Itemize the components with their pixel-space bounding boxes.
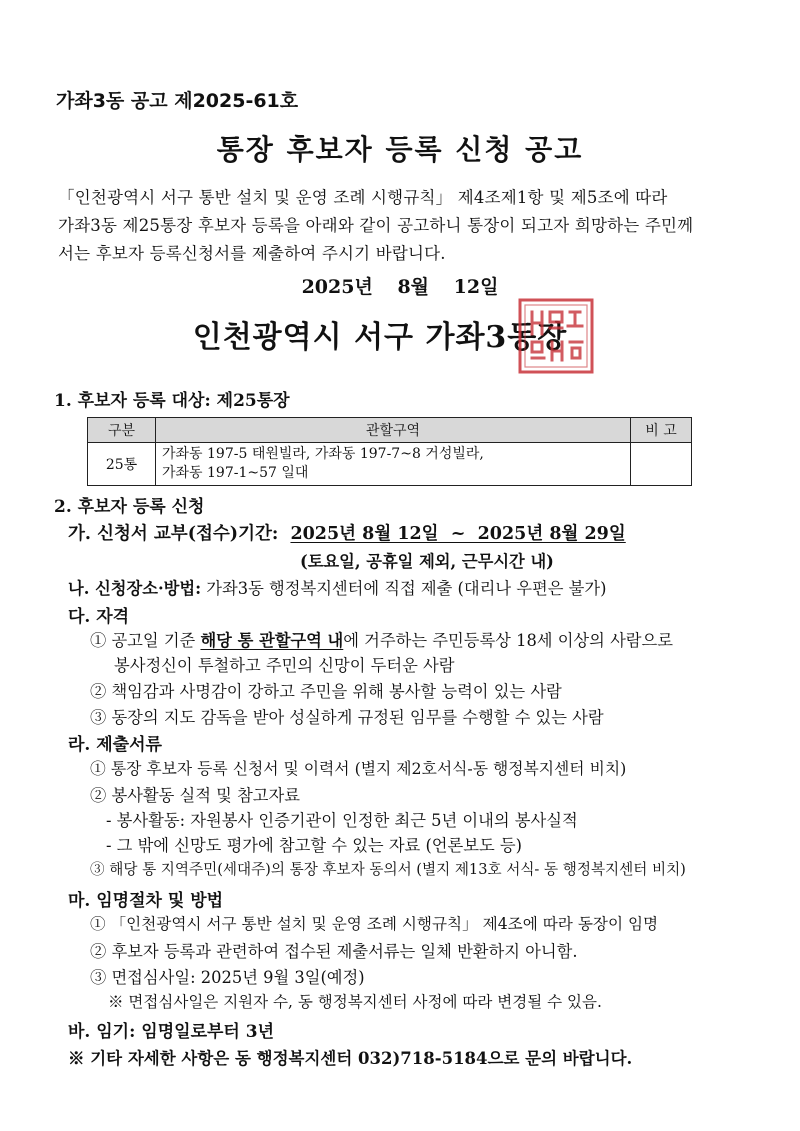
col-header-division: 구분 <box>88 418 156 443</box>
official-seal-icon <box>516 296 596 376</box>
row-area <box>156 443 631 486</box>
appointment-item-1: ① 「인천광역시 서구 통반 설치 및 운영 조례 시행규칙」 제4조에 따라 동장이 임명 <box>90 915 659 933</box>
notice-number: 가좌3동 공고 제2025-61호 <box>56 90 299 112</box>
qualification-item-1-cont: 봉사정신이 투철하고 주민의 신망이 두터운 사람 <box>114 656 455 675</box>
qualification-heading: 다. 자격 <box>68 607 130 627</box>
qualification-item-1 <box>90 627 673 651</box>
appointment-item-2: ② 후보자 등록과 관련하여 접수된 제출서류는 일체 반환하지 아니함. <box>90 942 578 961</box>
section-2-heading: 2. 후보자 등록 신청 <box>54 497 205 517</box>
date-day: 12일 <box>453 276 499 298</box>
documents-sub-2: - 그 밖에 신망도 평가에 참고할 수 있는 자료 (언론보도 등) <box>106 836 522 855</box>
intro-line-1: 「인천광역시 서구 통반 설치 및 운영 조례 시행규칙」 제4조제1항 및 제5조에 따라 <box>58 188 668 207</box>
qualification-item-1-post: 에 거주하는 주민등록상 18세 이상의 사람으로 <box>343 631 673 650</box>
date-month: 8월 <box>397 276 430 298</box>
apply-place-line <box>68 575 606 599</box>
col-header-note: 비 고 <box>631 418 692 443</box>
notice-date <box>0 272 800 299</box>
appointment-note: ※ 면접심사일은 지원자 수, 동 행정복지센터 사정에 따라 변경될 수 있음. <box>108 993 602 1011</box>
appointment-item-3: ③ 면접심사일: 2025년 9월 3일(예정) <box>90 968 365 987</box>
apply-place-text: 가좌3동 행정복지센터에 직접 제출 (대리나 우편은 불가) <box>206 579 607 598</box>
qualification-item-3: ③ 동장의 지도 감독을 받아 성실하게 규정된 임무를 수행할 수 있는 사람 <box>90 708 604 727</box>
apply-period-line <box>68 520 626 545</box>
contact-footer: ※ 기타 자세한 사항은 동 행정복지센터 032)718-5184으로 문의 바랍니다. <box>68 1049 633 1068</box>
documents-item-2: ② 봉사활동 실적 및 참고자료 <box>90 786 300 805</box>
row-area-line-2: 가좌동 197-1~57 일대 <box>162 465 309 481</box>
row-area-line-1: 가좌동 197-5 태원빌라, 가좌동 197-7~8 거성빌라, <box>162 446 484 462</box>
term-line: 바. 임기: 임명일로부터 3년 <box>68 1022 274 1042</box>
documents-item-3: ③ 해당 통 지역주민(세대주)의 통장 후보자 동의서 (별지 제13호 서식- 동 행정복지센터 비치) <box>90 861 686 878</box>
intro-line-3: 서는 후보자 등록신청서를 제출하여 주시기 바랍니다. <box>58 244 446 263</box>
qualification-item-1-pre: ① 공고일 기준 <box>90 631 201 650</box>
appointment-heading: 마. 임명절차 및 방법 <box>68 891 224 911</box>
qualification-item-1-emphasis: 해당 통 관할구역 내 <box>200 631 344 650</box>
date-year: 2025년 <box>301 276 373 298</box>
apply-period-label: 가. 신청서 교부(접수)기간: <box>68 524 279 544</box>
documents-heading: 라. 제출서류 <box>68 735 162 755</box>
documents-sub-1: - 봉사활동: 자원봉사 인증기관이 인정한 최근 5년 이내의 봉사실적 <box>106 811 578 830</box>
qualification-item-2: ② 책임감과 사명감이 강하고 주민을 위해 봉사할 능력이 있는 사람 <box>90 682 562 701</box>
row-label: 25통 <box>88 443 156 486</box>
section-1-heading: 1. 후보자 등록 대상: 제25통장 <box>54 391 290 411</box>
col-header-area: 관할구역 <box>156 418 631 443</box>
intro-line-2: 가좌3동 제25통장 후보자 등록을 아래와 같이 공고하니 통장이 되고자 희망하는 주민께 <box>58 216 694 235</box>
apply-period-note: (토요일, 공휴일 제외, 근무시간 내) <box>300 552 554 571</box>
notice-title: 통장 후보자 등록 신청 공고 <box>216 133 584 166</box>
jurisdiction-table <box>87 417 692 486</box>
apply-place-label: 나. 신청장소·방법: <box>68 579 202 598</box>
issuer-name: 인천광역시 서구 가좌3동장 <box>192 320 568 355</box>
row-note <box>631 443 692 486</box>
apply-period-dates: 2025년 8월 12일 ~ 2025년 8월 29일 <box>290 524 626 544</box>
documents-item-1: ① 통장 후보자 등록 신청서 및 이력서 (별지 제2호서식-동 행정복지센터 비치) <box>90 759 627 778</box>
table-header-row <box>88 418 692 443</box>
table-row <box>88 443 692 486</box>
